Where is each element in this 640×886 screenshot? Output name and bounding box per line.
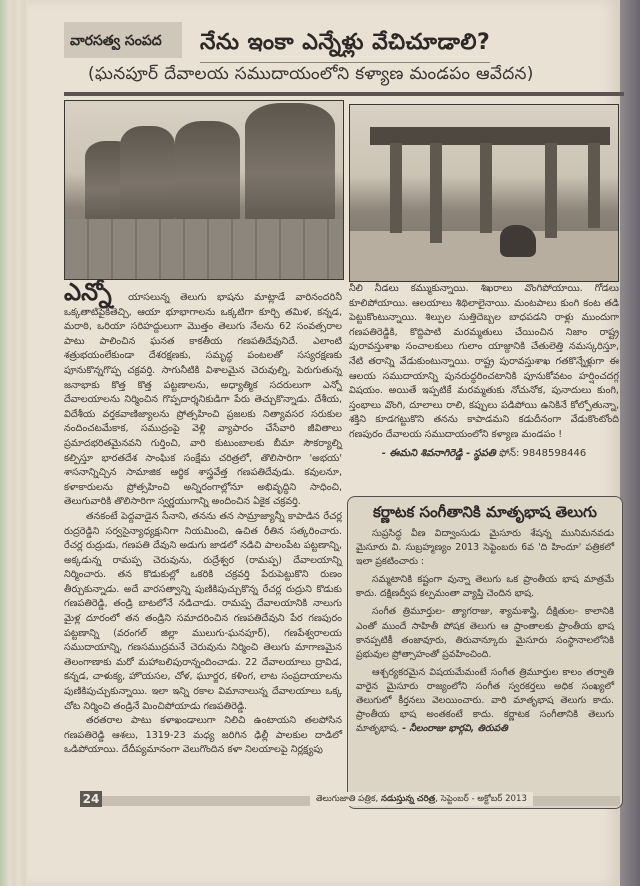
page-shadow (620, 0, 640, 886)
ground (350, 231, 618, 281)
pillar (545, 143, 557, 238)
temple-base (65, 219, 343, 279)
sidebar-paragraph: సమ్మటానికి కష్టంగా వున్నా తెలుగు ఒక ప్రాంతీయ భాష మాత్రమే కాదు. దక్షిణద్వీప కల్పమంతా వ్యాప్తి చెందిన భాష. (356, 574, 614, 600)
page-edge (0, 0, 30, 886)
footer-publication (310, 792, 533, 806)
author-phone: ఫోన్: 9848598446 (499, 447, 587, 459)
article-paragraph: నీలి నీడలు కమ్ముకున్నాయి. శిఖరాలు వొంగిపోయాయి. గోడలు కూలిపోయాయి. ఆలయాలు శిథిలాలైనాయి. మంటపాలు కుంగి కంట తడి పెట్టుకొంటున్నాయి. శిల్పుల సుత్తిదెబ్బల బాధపడని రాళ్లు ముందుగా గణపతిరెడ్డికి, కొద్దిపాటి మరమ్మతులు చేయించిన నిజాం రాష్ట్ర పురావస్తుశాఖ సంచాలకులు గులాం యాజ్దానికి చేతులెత్తి నమస్కరిస్తూ, నేటి తరాన్ని వేడుకుంటున్నాయి. రాష్ట్ర పురావస్తుశాఖ గతకొన్నేళ్లుగా ఈ ఆలయ సముదాయాన్ని పునరుద్ధరించటానికి పూనుకోవటం హర్షించదగ్గ విషయం. అయితే ఇప్పటికే మరమ్మతుకు నోచునోక, పునాదులు కుంగి, స్తంభాలు వొంగి, దూలాలు రాలి, కప్పులు పడిపోయి ఉనికినే కోల్పోతున్నా, శక్తిని కూడగట్టుకొని తనను కాపాడమని కడుదీనంగా వేడుకొంటోంది గణపురం దేవాలయ సముదాయంలోని కళ్యాణ మండపం ! (349, 283, 619, 440)
sidebar-box (347, 496, 623, 809)
article-paragraph: యాసలున్న తెలుగు భాషను మాట్లాడే వారినందరినీ ఒక్కతాటిపైకితెచ్చి, ఆయా భూభాగాలను ఒక్కటిగా కూర్చి తమిళ, కన్నడ, మరాఠి, ఒరియా సరిహద్దులుగా మొత్తం తెలుగు నేలను 62 సంవత్సరాల పాటు పాలించిన ఘనత కాకతీయ గణపతిదేవునిదే. ఎలాంటి శత్రుభయంలేకుండా దేశరక్షణకు, సమృద్ధ పంటలతో సస్యరక్షణకు పూనుకొన్నగొప్ప చక్రవర్తి. సాగునీటికి విశాలమైన చెరువుల్ని, పెరుగుతున్న జనాభాకు కొత్త కొత్త పట్టణాలను, అధ్యాత్మిక సదరులుగా ఎన్నో దేవాలయాలను నిర్మించిన గొప్పదార్శనికుడిగా పేరు తెచ్చుకొన్నాడు. దేశీయ, విదేశీయ వర్తకవాణిజ్యాలను ప్రోత్సహించి ప్రజలకు నిత్యావసర సరుకుల నందించటమేకాక, సముద్రంపై వెళ్లి వ్యాపారం చేసేవారి జీవితాలు ప్రమాదభరితమైనవని గుర్తించి, వారి కుటుంబాలకు బీమా సౌకర్యాల్ని కల్పిస్తూ భారతదేశ సాంఘిక సంక్షేమ చరిత్రలో, తొలిసారిగా 'అభయ' శాసనాన్నిచ్చిన సామాజిక ఆర్థిక శాస్త్రవేత్త గణపతిదేవుడు. కవులనూ, కళాకారులను ప్రోత్సహించి అన్నిరంగాల్లోనూ అభివృద్ధిని సాధించి, తెలుగువారికి తొలిసారిగా స్వర్ణయుగాన్ని అందించిన ఏకైక చక్రవర్తి. (64, 292, 342, 508)
page-number: 24 (80, 791, 102, 807)
article-title: నేను ఇంకా ఎన్నేళ్లు వేచిచూడాలి? (200, 30, 490, 63)
byline (349, 447, 619, 462)
article-column-left (64, 278, 342, 758)
sidebar-signature: - నీలంరాజు భార్గవి, తిరుపతి (402, 723, 508, 735)
sidebar-paragraph: సంగీత త్రిమూర్తుల- త్యాగరాజు, శ్యామశాస్త్రి, దీక్షితుల- కాలానికి ఎంతో ముందే సాహితీ పోషక తెలుగు ఆ ప్రాంతాలకు ప్రాంతీయ భాష కానప్పటికీ తంజావూరు, తిరువాన్కూరు మైసూరు సంస్థానాలలోనికి ప్రభువుల ప్రోత్సాహంతో ప్రవహించింది. (356, 606, 614, 660)
magazine-name: నడుస్తున్న చరిత్ర (380, 794, 436, 804)
tower-shape (175, 121, 240, 221)
sidebar-paragraph (356, 666, 614, 736)
dropcap: ఎన్నో (64, 278, 112, 306)
tower-shape (120, 126, 175, 221)
section-tag: వారసత్వ సంపద (64, 22, 182, 58)
article-paragraph: తరతరాల పాటు కళాఖండాలుగా నిలిచి ఉంటాయని తలపోసిన గణపతిరెడ్డి ఆశలు, 1319-23 మధ్య జరిగిన ఢిల్లీ పాలకుల దాడిలో ఒడిపోయాయి. దేదీప్యమానంగా వెలుగొందిన కళా నిలయాలపై నిర్లక్ష్యపు (64, 715, 342, 756)
kalyana-mandapam-photo (349, 104, 619, 282)
tower-shape (245, 103, 335, 221)
pillar (588, 143, 600, 228)
pillar (480, 143, 492, 233)
sidebar-paragraph-text: ఆశ్చర్యకరమైన విషయమేమంటే సంగీత త్రిమూర్తుల కాలం తర్వాతి వారైన మైసూరు రాజ్యంలోని సంగీత స్వరకర్తలు అధిక సంఖ్యలో తెలుగులో కీర్తనలు వెలయించారు. వారి మాతృభాష తెలుగు కాదు. ప్రాంతీయ భాష అంతకంటే కాదు. కర్ణాటక సంగీతానికి తెలుగు మాతృభాష. (356, 666, 614, 735)
issue-date: , సెప్టెంబర్ - అక్టోబర్ 2013 (435, 794, 527, 804)
article-subtitle: (ఘనపూర్ దేవాలయ సముదాయంలోని కళ్యాణ మండపం ఆవేదన) (88, 64, 534, 84)
publication-label: తెలుగుజాతి పత్రిక, (316, 794, 379, 804)
article-column-right (349, 282, 619, 461)
sidebar-box-body (356, 527, 614, 736)
sidebar-box-title: కర్ణాటక సంగీతానికి మాతృభాష తెలుగు (373, 503, 597, 521)
nandi-statue (500, 225, 536, 257)
pillar (430, 143, 442, 243)
temple-towers-photo (64, 100, 344, 280)
article-paragraph: తనకంటే పెద్దవాడైన సేనాని, తనను తన సామ్రాజ్యాన్నీ కాపాడిన రేచర్ల రుద్రరెడ్డిని సర్వసైన్యాధ్యక్షునిగా నియమించి, ఉచిత రీతిన సత్కరించారు. రేచర్ల రుద్రుడు, గణపతి దేవుని అడుగు జాడలో నడిచి పాలంపేట పట్టణాన్ని, అక్కడున్న రామప్ప చెరువును, రుద్రేశ్వర (రామప్ప) దేవాలయాన్ని నిర్మించారు. తన కొడుకుల్లో ఒకరికి చక్రవర్తి పేరుపెట్టుకొని రుణం తీర్చుకున్నాడు. అదే వారసత్వాన్ని పుణికిపుచ్చుకొన్న రేచర్ల రుద్రుని కొడుకు గణపతిరెడ్డి, తండ్రి బాటలోనే నడిచాడు. రామప్ప దేవాలయానికి నాలుగు మైళ్ల దూరంలో తన తండ్రిని సమాదరించిన గణపతిదేవుని పేర గణపురం పట్టణాన్ని (వరంగల్ జిల్లా ములుగు-ఘనపూర్), గణపేశ్వరాలయ సముదాయాన్ని, గణసముద్రమనే చెరువును నిర్మించి తెలుగు మాగాణమైన తెలంగాణాకు మరో మహాబలిపురాన్నందించాడు. 22 దేవాలయాలు ద్రావిడ, కన్నడ, చాళుక్య, హొయసల, చోళ, ఘూర్జర, కళింగ, లాట సంప్రదాయాలను పుణికిపుచ్చుకున్నాయి. ఇలా ఇన్ని రకాల విమానాలున్న దేవాలయాలు ఒక్క చోట నిర్మించి తండ్రినే మించిపోయాడు గణపతిరెడ్డి. (64, 510, 342, 712)
author-name: - ఈమని శివనాగిరెడ్డి - స్థపతి (381, 447, 496, 459)
sidebar-paragraph: సుప్రసిద్ధ వీణ విద్వాంసుడు మైసూరు శేషన్న మునిమనవడు మైసూరు వి. సుబ్రహ్మణ్యం 2013 సెప్టెంబరు 6వ 'ది హిందూ' పత్రికలో ఇలా ప్రకటించారు : (356, 528, 614, 568)
header-rule (64, 92, 624, 96)
pillar (390, 143, 402, 233)
